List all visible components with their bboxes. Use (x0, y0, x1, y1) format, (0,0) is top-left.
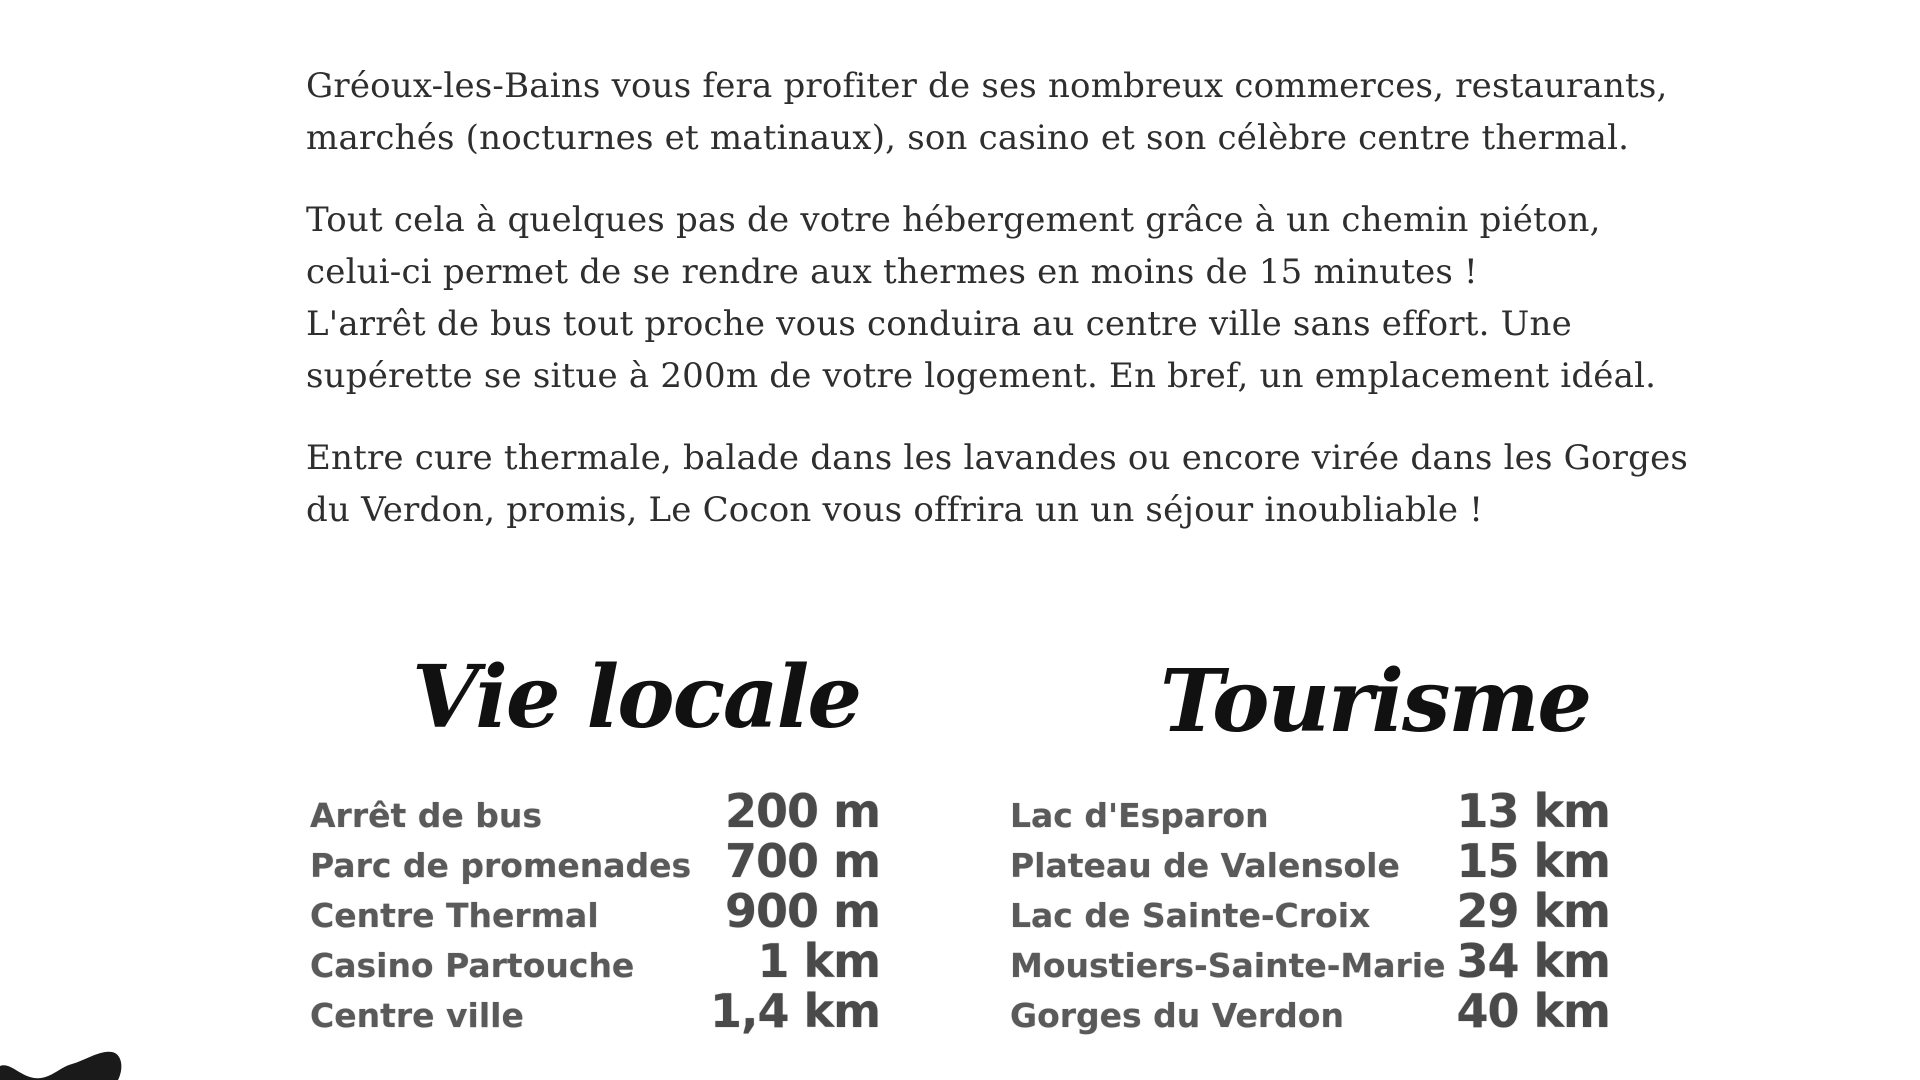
intro-line: supérette se situe à 200m de votre logement. En bref, un emplacement idéal. (306, 356, 1657, 396)
list-item (1010, 984, 1610, 1038)
list-item (310, 834, 880, 888)
list-item (310, 784, 880, 838)
intro-line: L'arrêt de bus tout proche vous conduira au centre ville sans effort. Une (306, 304, 1572, 344)
place-name: Parc de promenades (310, 846, 692, 885)
intro-line: du Verdon, promis, Le Cocon vous offrira un un séjour inoubliable ! (306, 490, 1484, 530)
place-distance: 900 m (725, 884, 880, 938)
intro-text (306, 60, 1689, 566)
place-name: Centre Thermal (310, 896, 599, 935)
place-distance: 1 km (757, 934, 880, 988)
intro-line: marchés (nocturnes et matinaux), son casino et son célèbre centre thermal. (306, 118, 1630, 158)
intro-line: Gréoux-les-Bains vous fera profiter de ses nombreux commerces, restaurants, (306, 66, 1668, 106)
intro-line: Tout cela à quelques pas de votre hébergement grâce à un chemin piéton, (306, 200, 1601, 240)
vie-locale-title: Vie locale (412, 647, 861, 748)
place-distance: 1,4 km (709, 984, 880, 1038)
place-name: Lac d'Esparon (1010, 796, 1269, 835)
tourisme-title: Tourisme (1160, 651, 1591, 752)
list-item (1010, 834, 1610, 888)
place-distance: 40 km (1456, 984, 1610, 1038)
list-item (1010, 784, 1610, 838)
intro-line: celui-ci permet de se rendre aux thermes en moins de 15 minutes ! (306, 252, 1478, 292)
tourisme-list (1010, 784, 1610, 1038)
place-distance: 200 m (725, 784, 880, 838)
intro-paragraph-1 (306, 60, 1666, 164)
list-item (1010, 884, 1610, 938)
place-name: Moustiers-Sainte-Marie (1010, 946, 1446, 985)
list-item (310, 984, 880, 1038)
place-distance: 15 km (1456, 834, 1610, 888)
place-name: Lac de Sainte-Croix (1010, 896, 1371, 935)
list-item (1010, 934, 1610, 988)
ink-blot-decoration (0, 1048, 124, 1080)
intro-line: Entre cure thermale, balade dans les lavandes ou encore virée dans les Gorges (306, 438, 1689, 478)
list-item (310, 934, 880, 988)
place-name: Centre ville (310, 996, 524, 1035)
intro-paragraph-2 (306, 194, 1666, 402)
place-name: Arrêt de bus (310, 796, 542, 835)
place-distance: 13 km (1456, 784, 1610, 838)
place-distance: 34 km (1456, 934, 1610, 988)
place-distance: 700 m (725, 834, 880, 888)
vie-locale-list (310, 784, 880, 1038)
place-name: Gorges du Verdon (1010, 996, 1344, 1035)
place-name: Plateau de Valensole (1010, 846, 1400, 885)
place-distance: 29 km (1456, 884, 1610, 938)
place-name: Casino Partouche (310, 946, 635, 985)
list-item (310, 884, 880, 938)
intro-paragraph-3 (306, 432, 1689, 536)
